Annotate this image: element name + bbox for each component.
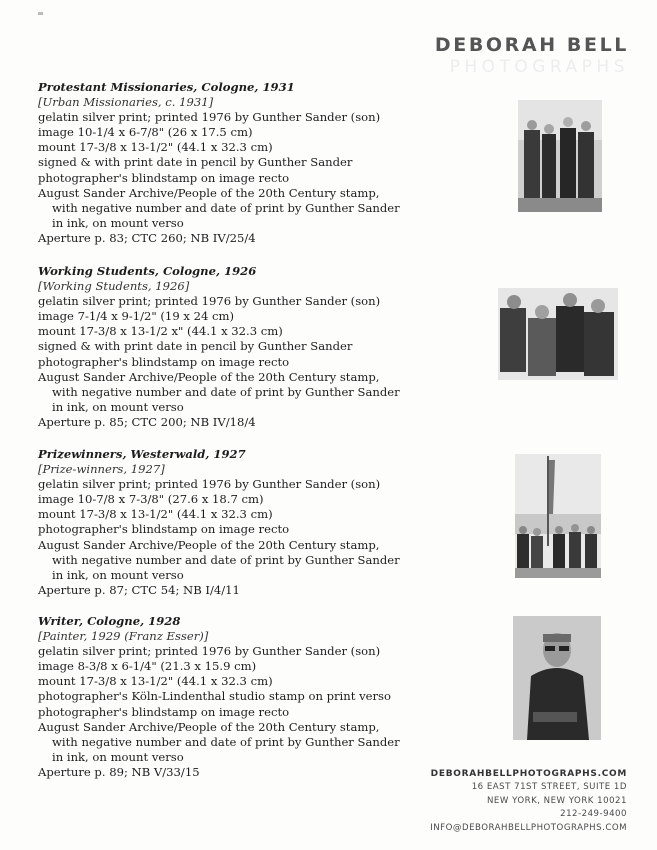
entry-line: signed & with print date in pencil by Gunther Sander	[38, 339, 353, 354]
entry-line: photographer's blindstamp on image recto	[38, 704, 290, 719]
entry-alt-title: [Urban Missionaries, c. 1931]	[38, 95, 214, 110]
gallery-name: DEBORAH BELL	[434, 34, 629, 56]
entry-line: August Sander Archive/People of the 20th Century stamp,	[38, 185, 380, 200]
entry-title: Writer, Cologne, 1928	[38, 614, 181, 628]
entry-line: with negative number and date of print by Gunther Sander	[52, 552, 400, 567]
entry-protestant-missionaries	[38, 80, 418, 246]
entry-line: gelatin silver print; printed 1976 by Gunther Sander (son)	[38, 644, 381, 659]
photo-protestant-missionaries	[518, 100, 602, 212]
entry-line: gelatin silver print; printed 1976 by Gunther Sander (son)	[38, 477, 381, 492]
entry-references: Aperture p. 87; CTC 54; NB I/4/11	[38, 582, 240, 597]
email-link[interactable]: INFO@DEBORAHBELLPHOTOGRAPHS.COM	[430, 822, 627, 833]
entry-line: mount 17-3/8 x 13-1/2 x" (44.1 x 32.3 cm)	[38, 324, 283, 339]
entry-alt-title: [Prize-winners, 1927]	[38, 462, 165, 477]
address-line-1: 16 EAST 71ST STREET, SUITE 1D	[471, 782, 627, 793]
entry-writer	[38, 614, 418, 780]
entry-title: Prizewinners, Westerwald, 1927	[38, 447, 246, 461]
entry-title: Protestant Missionaries, Cologne, 1931	[38, 80, 295, 94]
letterhead	[435, 34, 629, 77]
entry-line: photographer's blindstamp on image recto	[38, 170, 290, 185]
entry-line: August Sander Archive/People of the 20th Century stamp,	[38, 369, 380, 384]
entry-line: August Sander Archive/People of the 20th Century stamp,	[38, 537, 380, 552]
entry-line: in ink, on mount verso	[52, 215, 184, 230]
entry-line: in ink, on mount verso	[52, 749, 184, 764]
entry-references: Aperture p. 85; CTC 200; NB IV/18/4	[38, 414, 256, 429]
address-line-2: NEW YORK, NEW YORK 10021	[486, 795, 627, 806]
scan-mark	[38, 12, 43, 15]
photo-writer	[513, 616, 601, 740]
entry-line: with negative number and date of print by Gunther Sander	[52, 734, 400, 749]
entry-line: with negative number and date of print by Gunther Sander	[52, 384, 400, 399]
entry-prizewinners	[38, 447, 418, 598]
entry-working-students	[38, 264, 418, 430]
entry-line: image 10-1/4 x 6-7/8" (26 x 17.5 cm)	[38, 125, 253, 140]
photo-working-students	[498, 288, 618, 380]
website-link[interactable]: DEBORAHBELLPHOTOGRAPHS.COM	[430, 769, 627, 779]
contact-block	[430, 768, 627, 835]
entry-alt-title: [Painter, 1929 (Franz Esser)]	[38, 629, 209, 644]
entry-references: Aperture p. 83; CTC 260; NB IV/25/4	[38, 230, 256, 245]
entry-line: in ink, on mount verso	[52, 399, 184, 414]
entry-line: image 8-3/8 x 6-1/4" (21.3 x 15.9 cm)	[38, 659, 257, 674]
entry-line: with negative number and date of print by Gunther Sander	[52, 200, 400, 215]
entry-line: in ink, on mount verso	[52, 567, 184, 582]
photo-prizewinners	[515, 454, 601, 578]
entry-line: gelatin silver print; printed 1976 by Gunther Sander (son)	[38, 110, 381, 125]
phone-number: 212-249-9400	[560, 809, 627, 820]
entry-references: Aperture p. 89; NB V/33/15	[38, 764, 200, 779]
gallery-subtitle: PHOTOGRAPHS	[449, 57, 629, 77]
entry-line: mount 17-3/8 x 13-1/2" (44.1 x 32.3 cm)	[38, 674, 273, 689]
entry-line: photographer's blindstamp on image recto	[38, 522, 290, 537]
entry-line: August Sander Archive/People of the 20th Century stamp,	[38, 719, 380, 734]
entry-line: mount 17-3/8 x 13-1/2" (44.1 x 32.3 cm)	[38, 140, 273, 155]
entry-line: gelatin silver print; printed 1976 by Gunther Sander (son)	[38, 294, 381, 309]
entry-line: image 7-1/4 x 9-1/2" (19 x 24 cm)	[38, 309, 235, 324]
entry-line: signed & with print date in pencil by Gunther Sander	[38, 155, 353, 170]
entry-line: mount 17-3/8 x 13-1/2" (44.1 x 32.3 cm)	[38, 507, 273, 522]
entry-line: photographer's blindstamp on image recto	[38, 354, 290, 369]
entry-alt-title: [Working Students, 1926]	[38, 279, 190, 294]
entry-line: photographer's Köln-Lindenthal studio stamp on print verso	[38, 689, 391, 704]
entry-line: image 10-7/8 x 7-3/8" (27.6 x 18.7 cm)	[38, 492, 264, 507]
entry-title: Working Students, Cologne, 1926	[38, 264, 257, 278]
